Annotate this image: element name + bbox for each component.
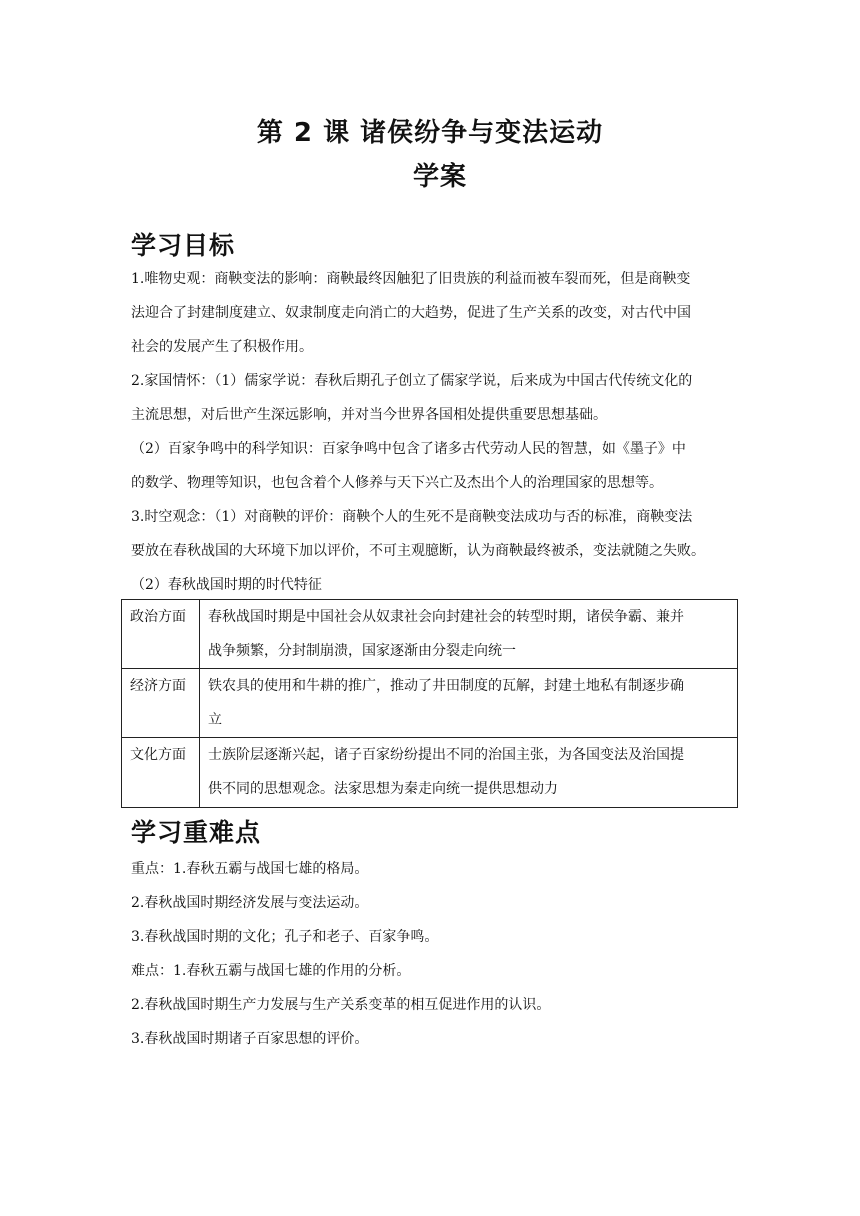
objectives-line: （2）百家争鸣中的科学知识：百家争鸣中包含了诸多古代劳动人民的智慧，如《墨子》中 — [131, 441, 686, 457]
table-row — [122, 738, 738, 808]
description-cell — [200, 669, 738, 738]
key-point-line: 重点：1.春秋五霸与战国七雄的格局。 — [131, 861, 369, 877]
key-point-line: 难点：1.春秋五霸与战国七雄的作用的分析。 — [131, 963, 411, 979]
key-point-line: 3.春秋战国时期诸子百家思想的评价。 — [131, 1031, 369, 1047]
objectives-line: 法迎合了封建制度建立、奴隶制度走向消亡的大趋势，促进了生产关系的改变，对古代中国 — [131, 305, 691, 321]
objectives-line: 要放在春秋战国的大环境下加以评价，不可主观臆断，认为商鞅最终被杀，变法就随之失败。 — [131, 543, 705, 559]
lesson-title: 第 2 课 诸侯纷争与变法运动 — [256, 118, 604, 148]
table-row — [122, 669, 738, 738]
objectives-line: 1.唯物史观：商鞅变法的影响：商鞅最终因触犯了旧贵族的利益而被车裂而死，但是商鞅变 — [131, 271, 691, 287]
description-line: 立 — [208, 712, 222, 728]
key-point-line: 3.春秋战国时期的文化；孔子和老子、百家争鸣。 — [131, 929, 439, 945]
description-line: 士族阶层逐渐兴起，诸子百家纷纷提出不同的治国主张，为各国变法及治国提 — [208, 747, 684, 763]
description-line: 春秋战国时期是中国社会从奴隶社会向封建社会的转型时期，诸侯争霸、兼并 — [208, 609, 684, 625]
key-points-heading: 学习重难点 — [131, 818, 262, 847]
description-cell — [200, 738, 738, 808]
table-row — [122, 600, 738, 669]
key-point-line: 2.春秋战国时期经济发展与变法运动。 — [131, 895, 369, 911]
objectives-line: 2.家国情怀：（1）儒家学说：春秋后期孔子创立了儒家学说，后来成为中国古代传统文化的 — [131, 373, 693, 389]
key-points-text — [131, 852, 739, 1056]
lesson-subtitle: 学案 — [412, 162, 467, 192]
description-line: 战争频繁，分封制崩溃，国家逐渐由分裂走向统一 — [208, 643, 516, 659]
objectives-text — [131, 262, 739, 602]
objectives-heading: 学习目标 — [131, 231, 236, 260]
aspect-cell: 经济方面 — [122, 669, 200, 738]
objectives-line: 社会的发展产生了积极作用。 — [131, 339, 313, 355]
aspect-cell: 政治方面 — [122, 600, 200, 669]
aspect-cell: 文化方面 — [122, 738, 200, 808]
objectives-line: （2）春秋战国时期的时代特征 — [131, 577, 322, 593]
objectives-line: 主流思想，对后世产生深远影响，并对当今世界各国相处提供重要思想基础。 — [131, 407, 607, 423]
description-line: 铁农具的使用和牛耕的推广，推动了井田制度的瓦解，封建土地私有制逐步确 — [208, 678, 684, 694]
description-cell — [200, 600, 738, 669]
objectives-line: 的数学、物理等知识，也包含着个人修养与天下兴亡及杰出个人的治理国家的思想等。 — [131, 475, 663, 491]
key-point-line: 2.春秋战国时期生产力发展与生产关系变革的相互促进作用的认识。 — [131, 997, 551, 1013]
objectives-line: 3.时空观念：（1）对商鞅的评价：商鞅个人的生死不是商鞅变法成功与否的标准，商鞅变法 — [131, 509, 693, 525]
era-features-table — [121, 599, 738, 808]
description-line: 供不同的思想观念。法家思想为秦走向统一提供思想动力 — [208, 781, 558, 797]
